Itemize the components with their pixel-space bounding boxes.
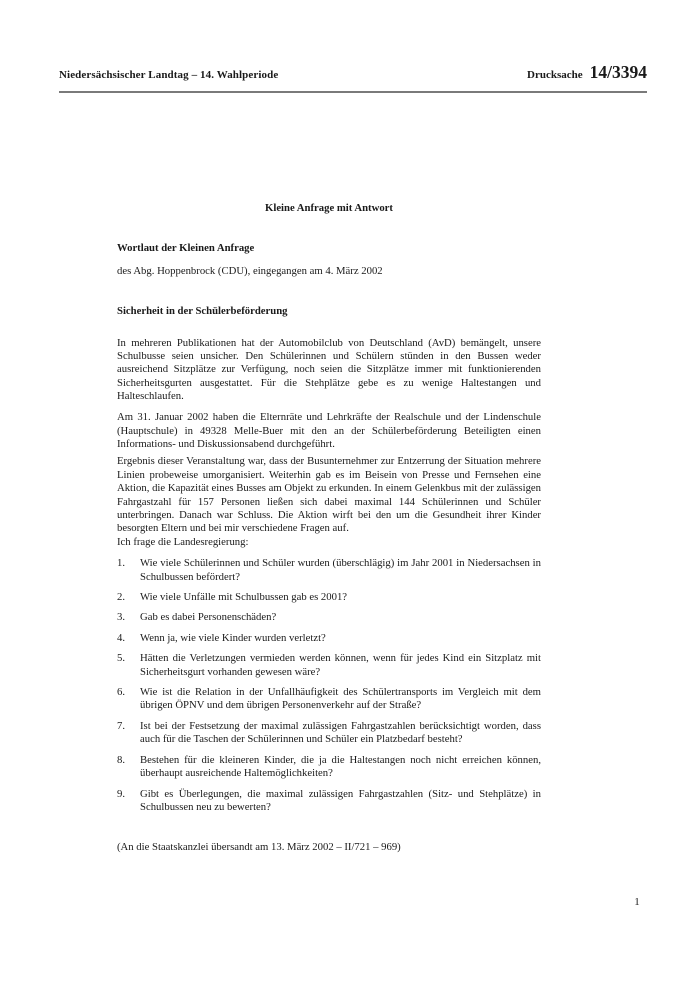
drucksache-label: Drucksache (527, 69, 583, 81)
question-text: Bestehen für die kleineren Kinder, die ja die Haltestangen noch nicht erreichen können, überhaupt ausreichende Haltemöglichkeiten? (140, 753, 541, 780)
paragraph: In mehreren Publikationen hat der Automobilclub von Deutschland (AvD) bemängelt, unsere Schulbusse seien unsicher. Den Schülerinnen und Schülern stünden in den Bussen weder ausreichend Sitzplätze zur Verfügung, noch seien die Sitzplätze immer mit funktionierenden Sicherheitsgurten ausgestattet. Für die Stehplätze gebe es zu wenige Haltestangen und Halteschlaufen. (117, 336, 541, 403)
question-item (117, 686, 541, 713)
question-text: Gab es dabei Personenschäden? (140, 611, 277, 624)
question-number: 7. (117, 719, 126, 732)
question-text: Wie ist die Relation in der Unfallhäufigkeit des Schülertransports im Vergleich mit dem übrigen ÖPNV und dem übrigen Personenverkehr auf der Straße? (140, 686, 541, 712)
page-number: 1 (634, 896, 640, 908)
transmittal-note: (An die Staatskanzlei übersandt am 13. März 2002 – II/721 – 969) (117, 841, 401, 854)
question-item (117, 788, 541, 815)
question-text: Wie viele Schülerinnen und Schüler wurden (überschlägig) im Jahr 2001 in Niedersachsen in Schulbussen befördert? (140, 557, 541, 583)
question-number: 9. (117, 787, 126, 800)
question-item (117, 720, 541, 747)
question-text: Hätten die Verletzungen vermieden werden können, wenn für jedes Kind ein Sitzplatz mit Sicherheitsgurt vorhanden gewesen wäre? (140, 652, 541, 678)
question-item (117, 754, 541, 781)
author-line: des Abg. Hoppenbrock (CDU), eingegangen am 4. März 2002 (117, 264, 383, 277)
question-number: 5. (117, 652, 126, 665)
request-heading: Wortlaut der Kleinen Anfrage (117, 242, 255, 255)
question-number: 6. (117, 686, 126, 699)
subject-heading: Sicherheit in der Schülerbeförderung (117, 305, 288, 318)
document-title: Kleine Anfrage mit Antwort (265, 202, 393, 214)
parliament-title: Niedersächsischer Landtag – 14. Wahlperiode (59, 69, 279, 81)
page-header (59, 62, 647, 83)
question-number: 2. (117, 591, 126, 604)
question-item (117, 652, 541, 679)
question-item (117, 557, 541, 584)
question-intro: Ich frage die Landesregierung: (117, 535, 249, 548)
question-number: 1. (117, 557, 126, 570)
drucksache-number: 14/3394 (589, 62, 647, 82)
question-text: Ist bei der Festsetzung der maximal zulässigen Fahrgastzahlen berücksichtigt worden, dass auch für die Taschen der Schülerinnen und Schüler ein Platzbedarf besteht? (140, 719, 541, 746)
question-item (117, 611, 541, 624)
question-item (117, 591, 541, 604)
question-number: 4. (117, 631, 126, 644)
question-text: Wie viele Unfälle mit Schulbussen gab es 2001? (140, 591, 348, 604)
paragraph: Am 31. Januar 2002 haben die Elternräte und Lehrkräfte der Realschule und der Lindenschule (Hauptschule) in 49328 Melle-Buer mit den an der Schülerbeförderung Beteiligten einen Informations- und Diskussionsabend durchgeführt. (117, 411, 541, 450)
question-item (117, 632, 541, 645)
question-text: Wenn ja, wie viele Kinder wurden verletzt? (140, 631, 326, 644)
question-text: Gibt es Überlegungen, die maximal zulässigen Fahrgastzahlen (Sitz- und Stehplätze) in Schulbussen neu zu bewerten? (140, 787, 541, 813)
question-list (117, 557, 541, 814)
header-divider (59, 91, 647, 93)
drucksache-reference (527, 62, 647, 83)
question-number: 8. (117, 753, 126, 766)
paragraph: Ergebnis dieser Veranstaltung war, dass der Busunternehmer zur Entzerrung der Situation mehrere Linien probeweise umorganisiert. Weiterhin gab es im Beisein von Presse und Fernsehen eine Aktion, die Kapazität eines Busses am Objekt zu erkunden. In einem Gelenkbus mit der zulässigen Fahrgastzahl für 157 Personen ließen sich dabei maximal 144 Schülerinnen und Schüler unterbringen. Danach war Schluss. Die Aktion wirft bei den um die Gesundheit ihrer Kinder besorgten Eltern und bei mir verschiedene Fragen auf. (117, 455, 541, 535)
question-number: 3. (117, 611, 126, 624)
document-body (117, 202, 541, 855)
